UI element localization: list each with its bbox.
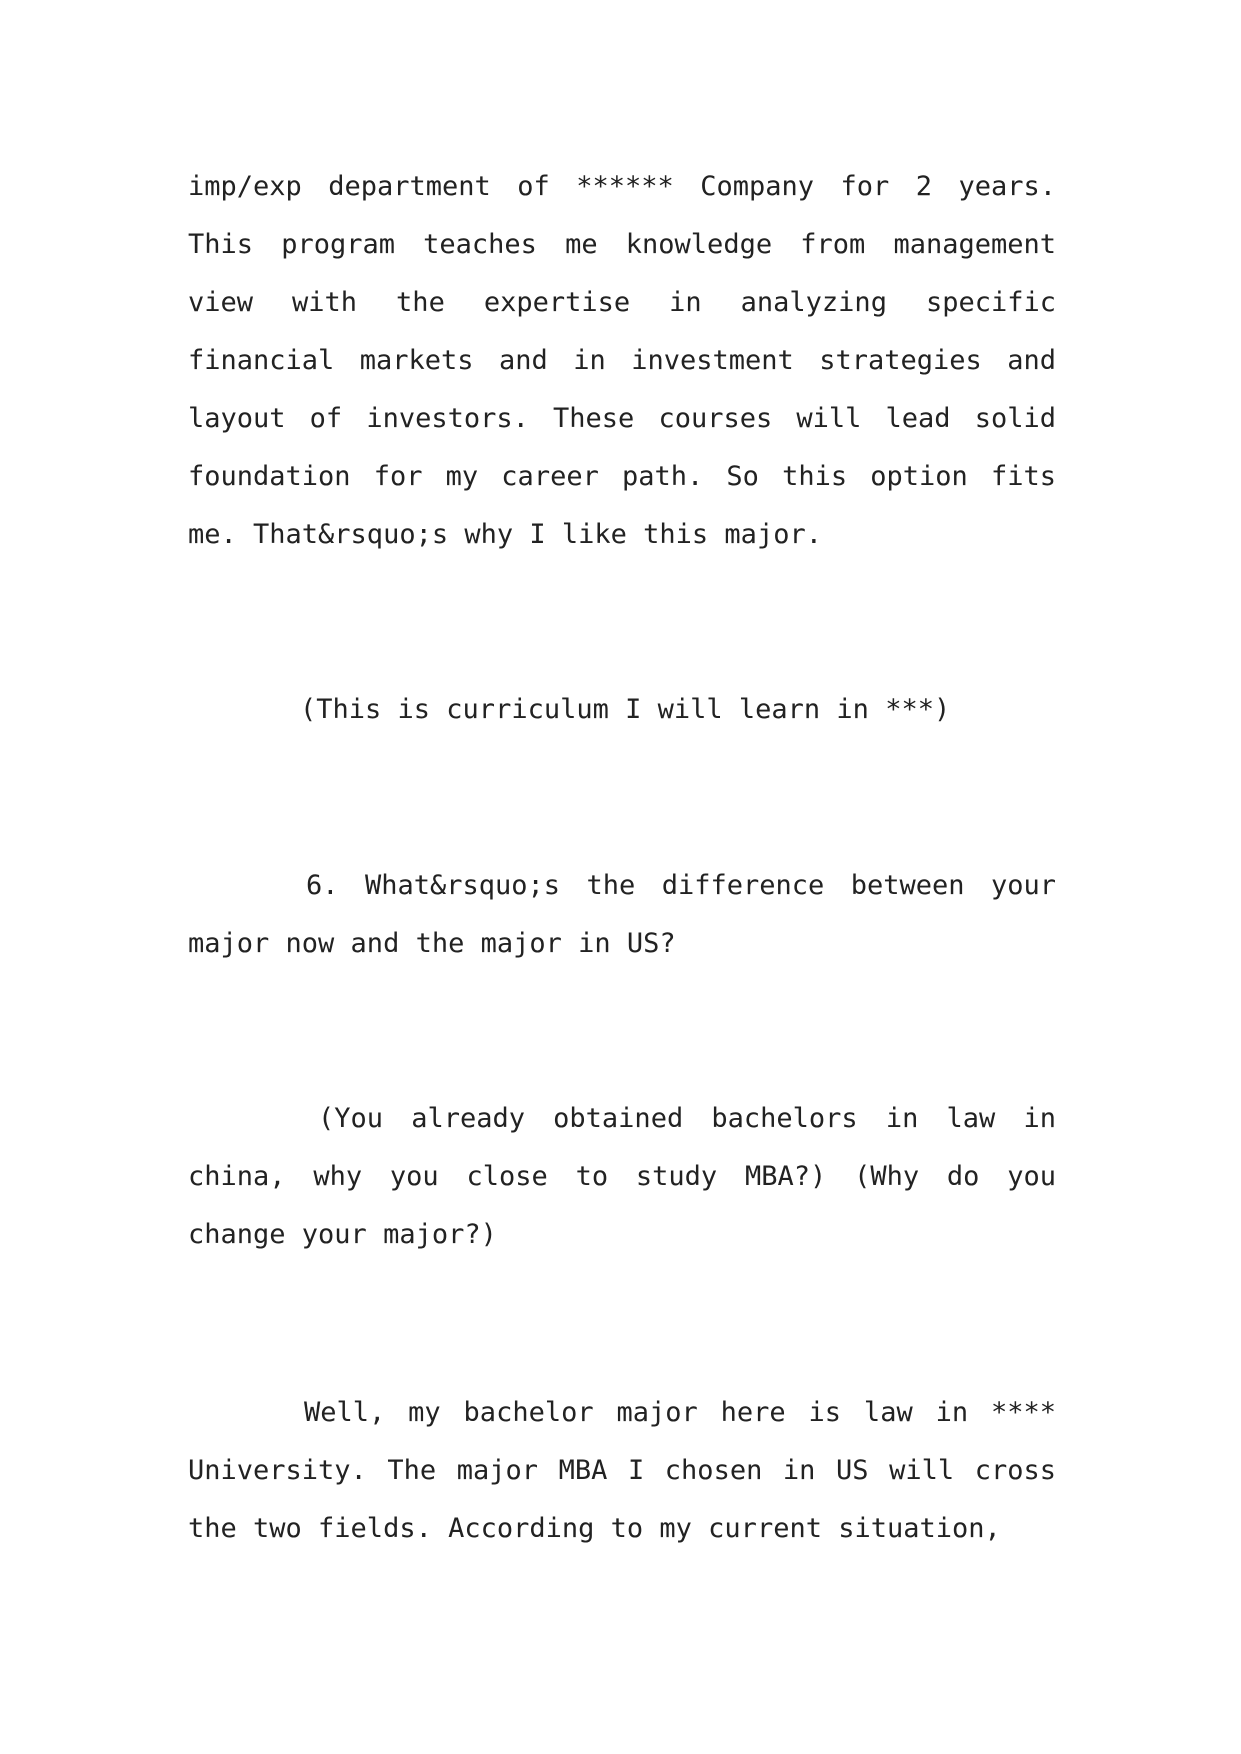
paragraph-curriculum-note: (This is curriculum I will learn in ***) bbox=[300, 694, 951, 725]
paragraph-answer: Well, my bachelor major here is law in **** University. The major MBA I chosen in US will cross the two fields. According to my current situation, bbox=[188, 1397, 1056, 1544]
paragraph-question-6: 6. What&rsquo;s the difference between your major now and the major in US? bbox=[188, 870, 1056, 959]
paragraph-major-reason: imp/exp department of ****** Company for 2 years. This program teaches me knowledge from management view with the expertise in analyzing specific financial markets and in investment strategies and layout of investors. These courses will lead solid foundation for my career path. So this option fits me. That&rsquo;s why I like this major. bbox=[188, 171, 1056, 550]
paragraph-followup-questions: (You already obtained bachelors in law in china, why you close to study MBA?) (Why do you change your major?) bbox=[188, 1103, 1056, 1250]
